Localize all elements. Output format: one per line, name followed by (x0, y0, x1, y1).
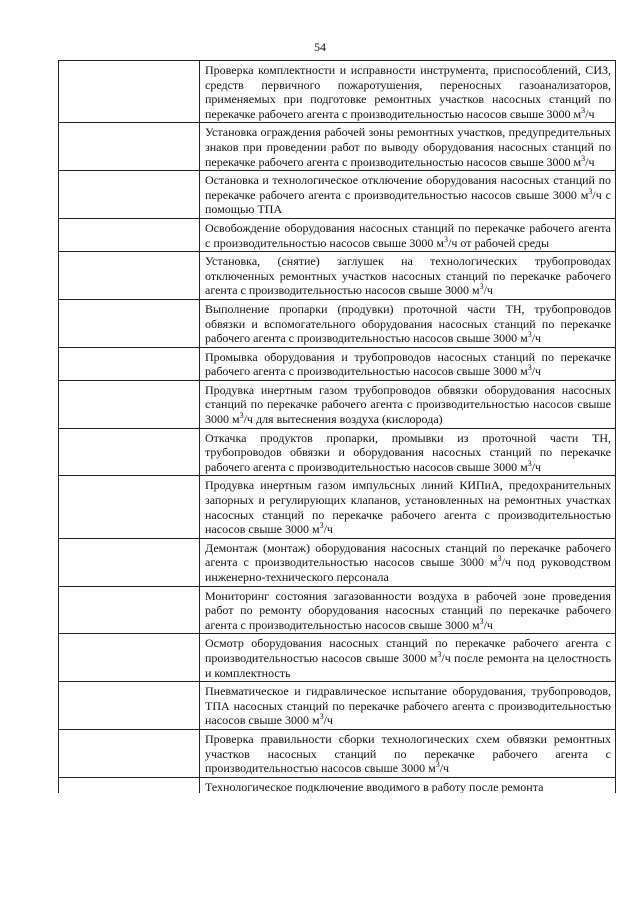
work-item-text: Проверка правильности сборки технологических схем обвязки ремонтных участков насосных станций по перекачке рабочего агента с производительностью насосов свыше 3000 $м^3/ч$ (205, 731, 611, 776)
work-item-text: Промывка оборудования и трубопроводов насосных станций по перекачке рабочего агента с производительностью насосов свыше 3000 $м^3/ч$ (205, 349, 611, 379)
table-row (59, 299, 616, 347)
left-cell (59, 218, 200, 251)
table-row (59, 252, 616, 300)
table-row (59, 123, 616, 171)
work-item-text: Пневматическое и гидравлическое испытание оборудования, трубопроводов, ТПА насосных станций по перекачке рабочего агента с производительностью насосов свыше 3000 $м^3/ч$ (205, 684, 611, 728)
table-row (59, 171, 616, 219)
table-row (59, 538, 616, 586)
table-row (59, 347, 616, 380)
work-item-text: Выполнение пропарки (продувки) проточной части ТН, трубопроводов обвязки и вспомогательного оборудования насосных станций по перекачке рабочего агента с производительностью насосов свыше 3000 $м^3/ч$ (205, 301, 611, 346)
work-item-cell (200, 586, 616, 634)
left-cell (59, 538, 200, 586)
work-item-text: Продувка инертным газом трубопроводов обвязки оборудования насосных станций по перекачке рабочего агента с производительностью насосов свыше 3000 $м^3/ч$ для вытеснения воздуха (кислорода) (205, 382, 611, 427)
work-item-cell (200, 476, 616, 538)
left-cell (59, 347, 200, 380)
work-item-cell (200, 380, 616, 428)
table-body (59, 61, 616, 793)
table-row (59, 428, 616, 476)
work-item-text: Освобождение оборудования насосных станций по перекачке рабочего агента с производительностью насосов свыше 3000 $м^3/ч$ от рабочей среды (205, 220, 611, 250)
work-item-cell (200, 634, 616, 682)
work-item-cell (200, 171, 616, 219)
work-item-cell (200, 347, 616, 380)
table-row (59, 218, 616, 251)
left-cell (59, 171, 200, 219)
left-cell (59, 682, 200, 730)
table-row (59, 682, 616, 730)
table-row (59, 729, 616, 777)
page-number: 54 (314, 40, 326, 54)
work-item-text: Продувка инертным газом импульсных линий КИПиА, предохранительных запорных и регулирующих клапанов, установленных на ремонтных участках насосных станций по перекачке рабочего агента с производительностью насосов свыше 3000 $м^3/ч$ (205, 478, 611, 537)
work-functions-table (58, 60, 616, 793)
left-cell (59, 61, 200, 123)
work-item-cell (200, 682, 616, 730)
table-row (59, 777, 616, 793)
left-cell (59, 729, 200, 777)
work-item-cell (200, 777, 616, 793)
work-item-cell (200, 218, 616, 251)
work-item-text: Демонтаж (монтаж) оборудования насосных станций по перекачке рабочего агента с производительностью насосов свыше 3000 $м^3/ч$ под руководством инженерно-технического персонала (205, 540, 611, 584)
work-item-text: Осмотр оборудования насосных станций по перекачке рабочего агента с производительностью насосов свыше 3000 $м^3/ч$ после ремонта на целостность и комплектность (205, 636, 611, 680)
work-item-cell (200, 299, 616, 347)
left-cell (59, 777, 200, 793)
work-item-cell (200, 729, 616, 777)
table-row (59, 61, 616, 123)
work-item-text: Установка ограждения рабочей зоны ремонтных участков, предупредительных знаков при проведении работ по выводу оборудования насосных станций по перекачке рабочего агента с производительностью насосов свыше 3000 $м^3/ч$ (205, 125, 611, 169)
work-item-text: Проверка комплектности и исправности инструмента, приспособлений, СИЗ, средств первичного пожаротушения, переносных газоанализаторов, применяемых при подготовке ремонтных участков насосных станций по перекачке рабочего агента с производительностью насосов свыше 3000 $м^3/ч$ (205, 63, 611, 121)
table-row (59, 634, 616, 682)
work-item-text: Откачка продуктов пропарки, промывки из проточной части ТН, трубопроводов обвязки и оборудования насосных станций по перекачке рабочего агента с производительностью насосов свыше 3000 $м^3/ч$ (205, 430, 611, 474)
table-row (59, 476, 616, 538)
work-item-text: Технологическое подключение вводимого в работу после ремонта (205, 779, 544, 793)
left-cell (59, 586, 200, 634)
work-item-cell (200, 123, 616, 171)
table-row (59, 380, 616, 428)
work-item-text: Мониторинг состояния загазованности воздуха в рабочей зоне проведения работ по ремонту оборудования насосных станций по перекачке рабочего агента с производительностью насосов свыше 3000 $м^3/ч$ (205, 588, 611, 632)
left-cell (59, 299, 200, 347)
left-cell (59, 634, 200, 682)
left-cell (59, 123, 200, 171)
work-item-cell (200, 252, 616, 300)
work-item-text: Остановка и технологическое отключение оборудования насосных станций по перекачке рабочего агента с производительностью насосов свыше 3000 $м^3/ч$ с помощью ТПА (205, 173, 611, 217)
left-cell (59, 252, 200, 300)
work-item-text: Установка, (снятие) заглушек на технологических трубопроводах отключенных ремонтных участков насосных станций по перекачке рабочего агента с производительностью насосов свыше 3000 $м^3/ч$ (205, 254, 611, 298)
work-item-cell (200, 428, 616, 476)
work-item-cell (200, 61, 616, 123)
left-cell (59, 380, 200, 428)
table-row (59, 586, 616, 634)
left-cell (59, 428, 200, 476)
left-cell (59, 476, 200, 538)
work-item-cell (200, 538, 616, 586)
